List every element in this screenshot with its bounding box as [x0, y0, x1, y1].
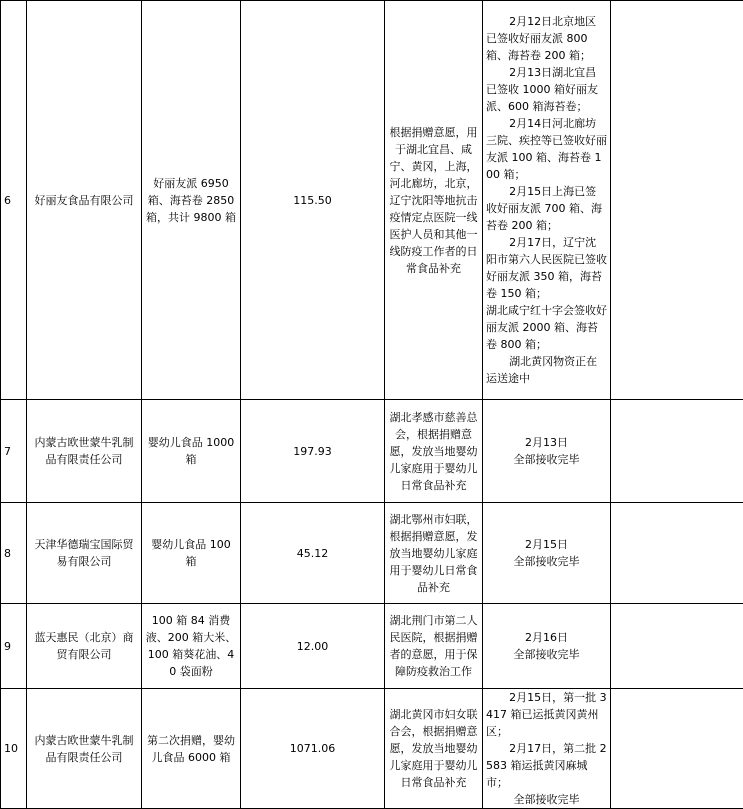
- donated-items: 婴幼儿食品 1000 箱: [142, 400, 241, 503]
- empty-cell: [611, 689, 743, 809]
- intended-use: 湖北鄂州市妇联，根据捐赠意愿，发放当地婴幼儿家庭用于婴幼儿日常食品补充: [385, 503, 483, 604]
- receipt-status: [483, 689, 611, 809]
- intended-use: 湖北荆门市第二人民医院，根据捐赠者的意愿，用于保障防疫救治工作: [385, 604, 483, 689]
- status-line: 湖北黄冈物资正在运送途中: [486, 353, 607, 387]
- status-date: 2月15日: [486, 536, 607, 553]
- status-line: 2月15日上海已签收好丽友派 700 箱、海苔卷 200 箱；: [486, 183, 607, 234]
- empty-cell: [611, 1, 743, 400]
- status-line: 2月14日河北廊坊三院、疾控等已签收好丽友派 100 箱、海苔卷 100 箱；: [486, 115, 607, 183]
- table-row: [1, 503, 743, 604]
- intended-use: 湖北黄冈市妇女联合会，根据捐赠意愿，发放当地婴幼儿家庭用于婴幼儿日常食品补充: [385, 689, 483, 809]
- receipt-status: [483, 604, 611, 689]
- status-line: 2月15日，第一批 3417 箱已运抵黄冈黄州区；: [486, 689, 607, 740]
- donor-name: 好丽友食品有限公司: [27, 1, 142, 400]
- empty-cell: [611, 604, 743, 689]
- status-date: 2月13日: [486, 434, 607, 451]
- status-date: 2月16日: [486, 629, 607, 646]
- status-text: 全部接收完毕: [486, 553, 607, 570]
- status-line: 2月12日北京地区已签收好丽友派 800 箱、海苔卷 200 箱；: [486, 13, 607, 64]
- row-number: 6: [1, 1, 27, 400]
- donated-items: 100 箱 84 消费液、200 箱大米、100 箱葵花油、40 袋面粉: [142, 604, 241, 689]
- empty-cell: [611, 503, 743, 604]
- status-text: 全部接收完毕: [486, 646, 607, 663]
- status-text: 全部接收完毕: [486, 451, 607, 468]
- status-line: 湖北咸宁红十字会签收好丽友派 2000 箱、海苔卷 800 箱；: [486, 302, 607, 353]
- table-row: [1, 689, 743, 809]
- empty-cell: [611, 400, 743, 503]
- amount-value: 115.50: [241, 1, 385, 400]
- receipt-status: [483, 503, 611, 604]
- status-line: 2月17日，辽宁沈阳市第六人民医院已签收好丽友派 350 箱，海苔卷 150 箱；: [486, 234, 607, 302]
- donor-name: 天津华德瑞宝国际贸易有限公司: [27, 503, 142, 604]
- row-number: 9: [1, 604, 27, 689]
- row-number: 7: [1, 400, 27, 503]
- donated-items: 婴幼儿食品 100 箱: [142, 503, 241, 604]
- intended-use: 湖北孝感市慈善总会，根据捐赠意愿，发放当地婴幼儿家庭用于婴幼儿日常食品补充: [385, 400, 483, 503]
- receipt-status: [483, 1, 611, 400]
- table-row: [1, 604, 743, 689]
- table-row: [1, 1, 743, 400]
- donated-items: 第二次捐赠，婴幼儿食品 6000 箱: [142, 689, 241, 809]
- row-number: 8: [1, 503, 27, 604]
- donor-name: 内蒙古欧世蒙牛乳制品有限责任公司: [27, 689, 142, 809]
- donor-name: 内蒙古欧世蒙牛乳制品有限责任公司: [27, 400, 142, 503]
- donor-name: 蓝天惠民（北京）商贸有限公司: [27, 604, 142, 689]
- donated-items: 好丽友派 6950 箱、海苔卷 2850 箱，共计 9800 箱: [142, 1, 241, 400]
- amount-value: 12.00: [241, 604, 385, 689]
- receipt-status: [483, 400, 611, 503]
- status-line: 2月13日湖北宜昌已签收 1000 箱好丽友派、600 箱海苔卷；: [486, 64, 607, 115]
- status-line: 全部接收完毕: [486, 791, 607, 808]
- table-row: [1, 400, 743, 503]
- intended-use: 根据捐赠意愿，用于湖北宜昌、咸宁、黄冈，上海，河北廊坊，北京，辽宁沈阳等地抗击疫情定点医院一线医护人员和其他一线防疫工作者的日常食品补充: [385, 1, 483, 400]
- status-line: 2月17日，第二批 2583 箱运抵黄冈麻城市；: [486, 740, 607, 791]
- row-number: 10: [1, 689, 27, 809]
- amount-value: 1071.06: [241, 689, 385, 809]
- amount-value: 197.93: [241, 400, 385, 503]
- amount-value: 45.12: [241, 503, 385, 604]
